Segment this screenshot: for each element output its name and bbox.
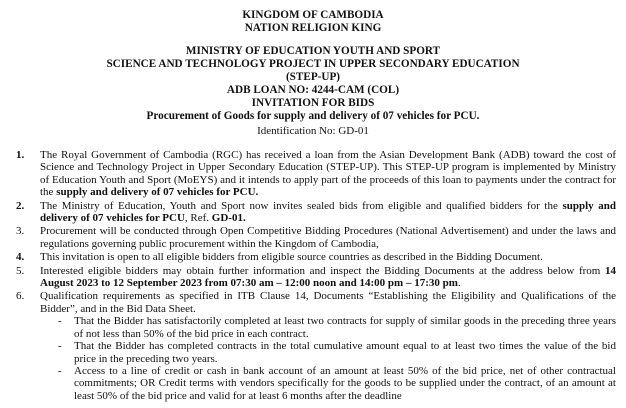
sub-list-item — [56, 365, 616, 402]
qualification-sublist — [40, 315, 616, 402]
invitation-heading: INVITATION FOR BIDS — [251, 97, 375, 109]
list-item — [16, 265, 616, 290]
project-acronym: (STEP-UP) — [285, 71, 341, 83]
item-number: 3. — [16, 225, 25, 238]
item-number: 4. — [16, 251, 25, 264]
item-bold-text: supply and delivery of 07 vehicles for PCU — [40, 199, 616, 225]
procurement-title: Procurement of Goods for supply and delivery of 07 vehicles for PCU. — [146, 110, 480, 122]
item-text: The Ministry of Education, Youth and Sport now invites sealed bids from eligible and qualified bidders for the — [40, 199, 563, 212]
sub-item-text: Access to a line of credit or cash in bank account of an amount at least 50% of the bid price, net of other contractual commitments; OR Credit terms with vendors specifically for the goods to be supplied under the contract, of an amount at least 50% of the bid price and valid for at least 6 months after the deadline — [74, 364, 616, 402]
sub-list-item — [56, 315, 616, 340]
item-text: Qualification requirements as specified in ITB Clause 14, Documents “Establishing the Eligibility and Qualifications of the Bidder”, and in the Bid Data Sheet. — [40, 290, 616, 315]
project-heading: SCIENCE AND TECHNOLOGY PROJECT IN UPPER SECONDARY EDUCATION — [106, 58, 520, 70]
item-bold-text: 14 August 2023 to 12 September 2023 from 07:30 am – 12:00 noon and 14:00 pm – 17:30 pm — [40, 264, 616, 290]
dash-bullet: - — [58, 340, 62, 353]
item-number: 2. — [16, 199, 25, 212]
item-text: This invitation is open to all eligible bidders from eligible source countries as described in the Bidding Document. — [40, 251, 543, 264]
list-item — [16, 225, 616, 250]
dash-bullet: - — [58, 364, 62, 377]
item-bold-text: supply and delivery of 07 vehicles for PCU. — [56, 186, 259, 199]
list-item — [16, 200, 616, 225]
sub-item-text: That the Bidder has completed contracts in the total cumulative amount equal to at least two times the value of the bid price in the preceding two years. — [74, 340, 616, 365]
document-header — [0, 9, 626, 138]
list-item — [16, 251, 616, 263]
list-item — [16, 149, 616, 199]
list-item — [16, 290, 616, 402]
dash-bullet: - — [58, 315, 62, 328]
item-number: 6. — [16, 290, 25, 303]
ministry-heading: MINISTRY OF EDUCATION YOUTH AND SPORT — [185, 45, 441, 57]
item-text: , Ref. — [184, 212, 212, 225]
item-bold-text: GD-01. — [211, 212, 246, 225]
loan-number: ADB LOAN NO: 4244-CAM (COL) — [226, 84, 400, 96]
item-number: 1. — [16, 149, 25, 161]
bid-items-list — [16, 149, 616, 403]
item-text: Procurement will be conducted through Open Competitive Bidding Procedures (National Advertisement) and under the laws and regulations governing public procurement within the Kingdom of Cambodia, — [40, 225, 616, 250]
item-text: The Royal Government of Cambodia (RGC) has received a loan from the Asian Development Bank (ADB) toward the cost of Science and Technology Project in Upper Secondary Education (STEP-UP). This STEP-UP program is implemented by Ministry of Education Youth and Sport (MoEYS) and it intends to apply part of the proceeds of this loan to payments under the contract for the — [40, 149, 616, 199]
item-number: 5. — [16, 264, 25, 277]
identification-number: Identification No: GD-01 — [257, 125, 369, 137]
kingdom-heading: KINGDOM OF CAMBODIA — [242, 9, 384, 21]
item-text: . — [457, 277, 461, 290]
sub-list-item — [56, 340, 616, 365]
motto-heading: NATION RELIGION KING — [244, 22, 382, 34]
sub-item-text: That the Bidder has satisfactorily completed at least two contracts for supply of similar goods in the preceding three years of not less than 50% of the bid price in each contract. — [74, 315, 616, 340]
item-text: Interested eligible bidders may obtain further information and inspect the Bidding Documents at the address below from — [40, 264, 605, 277]
